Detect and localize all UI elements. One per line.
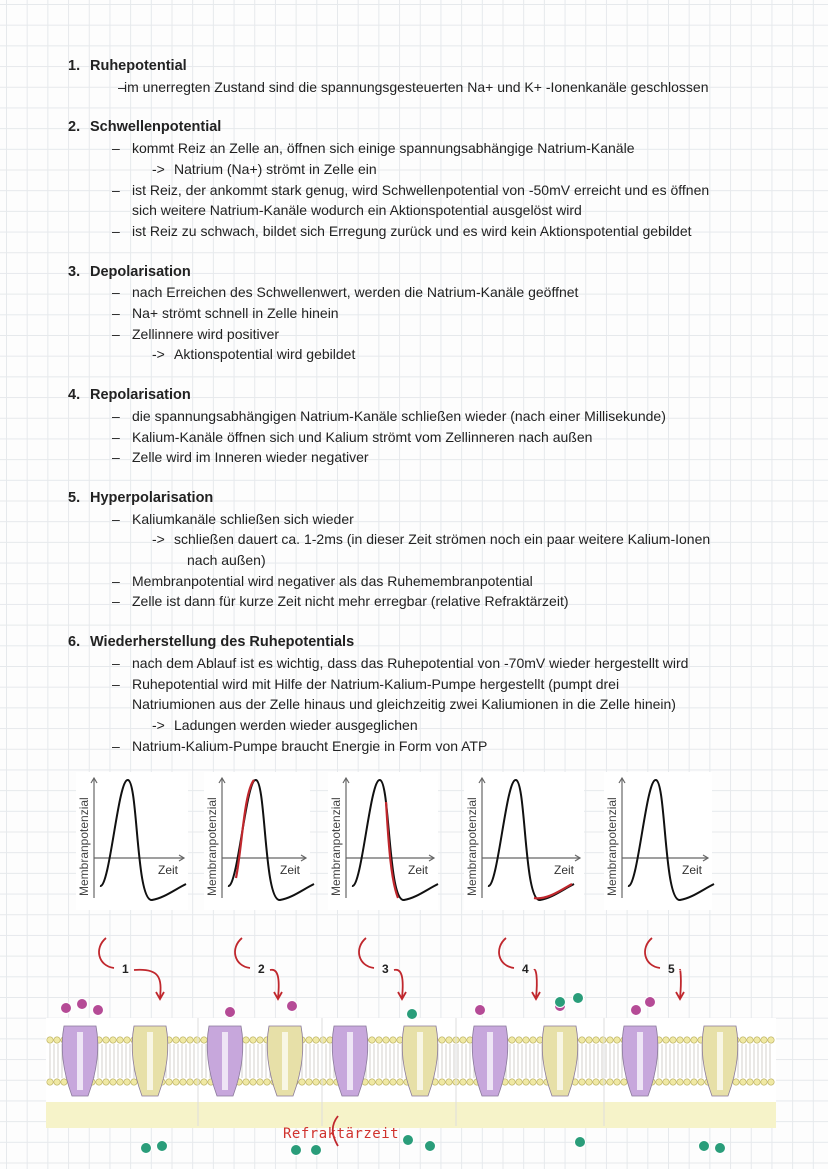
sub-item xyxy=(68,715,798,736)
bullet-item xyxy=(68,653,798,674)
potassium-ion-icon xyxy=(555,997,566,1008)
lipid-head-icon xyxy=(754,1037,760,1043)
sodium-ion-icon xyxy=(475,1005,486,1016)
lipid-head-icon xyxy=(621,1079,627,1085)
lipid-head-icon xyxy=(761,1079,767,1085)
lipid-head-icon xyxy=(313,1037,319,1043)
section-6 xyxy=(68,632,798,756)
item-text: im unerregten Zustand sind die spannungsgesteuerten Na+ und K+ -Ionenkanäle geschlossen xyxy=(124,78,709,95)
item-text: nach Erreichen des Schwellenwert, werden die Natrium-Kanäle geöffnet xyxy=(132,284,579,301)
lipid-head-icon xyxy=(201,1079,207,1085)
section-title: Wiederherstellung des Ruhepotentials xyxy=(90,634,355,651)
lipid-head-icon xyxy=(250,1037,256,1043)
bullet-item xyxy=(68,427,798,448)
lipid-head-icon xyxy=(124,1037,130,1043)
dash-marker: – xyxy=(118,78,126,95)
item-text: nach außen) xyxy=(187,552,266,569)
bullet-list xyxy=(68,138,798,242)
bullet-item xyxy=(68,447,798,468)
lipid-head-icon xyxy=(124,1079,130,1085)
arrow-marker: -> xyxy=(152,716,165,733)
lipid-head-icon xyxy=(320,1037,326,1043)
lipid-head-icon xyxy=(439,1079,445,1085)
lipid-head-icon xyxy=(516,1079,522,1085)
section-heading xyxy=(68,385,798,406)
lipid-head-icon xyxy=(187,1079,193,1085)
lipid-head-icon xyxy=(201,1037,207,1043)
lipid-head-icon xyxy=(537,1079,543,1085)
bullet-list xyxy=(68,653,798,757)
section-heading xyxy=(68,632,798,653)
channel-pore xyxy=(282,1032,288,1090)
dash-marker: – xyxy=(112,222,120,239)
section-2 xyxy=(68,117,798,241)
lipid-head-icon xyxy=(614,1079,620,1085)
lipid-head-icon xyxy=(467,1079,473,1085)
lipid-head-icon xyxy=(663,1037,669,1043)
lipid-head-icon xyxy=(446,1079,452,1085)
lipid-head-icon xyxy=(243,1079,249,1085)
sodium-ion-icon xyxy=(225,1007,236,1018)
lipid-head-icon xyxy=(460,1079,466,1085)
lipid-head-icon xyxy=(369,1079,375,1085)
lipid-head-icon xyxy=(131,1079,137,1085)
graph-panel xyxy=(204,772,310,910)
dash-marker: – xyxy=(112,675,120,692)
lipid-head-icon xyxy=(460,1037,466,1043)
section-5 xyxy=(68,488,798,612)
sub-item xyxy=(68,529,798,550)
lipid-head-icon xyxy=(306,1079,312,1085)
lipid-head-icon xyxy=(369,1037,375,1043)
diagram-svg xyxy=(0,760,828,1169)
channel-pore xyxy=(222,1032,228,1090)
bullet-item xyxy=(68,591,798,612)
lipid-head-icon xyxy=(390,1037,396,1043)
section-number: 1. xyxy=(68,58,81,74)
dash-marker: – xyxy=(112,284,120,301)
lipid-head-icon xyxy=(670,1079,676,1085)
item-text: Zelle wird im Inneren wieder negativer xyxy=(132,449,369,466)
section-title: Ruhepotential xyxy=(90,58,187,74)
item-text: Natrium (Na+) strömt in Zelle ein xyxy=(174,160,377,177)
section-heading xyxy=(68,262,798,283)
lipid-head-icon xyxy=(586,1037,592,1043)
y-axis-label: Membranpotenzial xyxy=(205,797,219,896)
lipid-head-icon xyxy=(593,1079,599,1085)
dash-marker: – xyxy=(112,510,120,527)
arrow-marker: -> xyxy=(152,531,165,548)
section-number: 2. xyxy=(68,119,81,136)
lipid-head-icon xyxy=(180,1037,186,1043)
item-text: Ladungen werden wieder ausgeglichen xyxy=(174,716,418,733)
step-number: 1 xyxy=(122,962,129,976)
sodium-ion-icon xyxy=(93,1005,104,1016)
lipid-head-icon xyxy=(61,1079,67,1085)
channel-pore xyxy=(637,1032,643,1090)
potassium-ion-icon xyxy=(715,1143,726,1154)
lipid-head-icon xyxy=(656,1079,662,1085)
bullet-item-continued xyxy=(68,694,798,715)
lipid-head-icon xyxy=(54,1037,60,1043)
cytoplasm-layer xyxy=(46,1102,776,1128)
item-text: Kaliumkanäle schließen sich wieder xyxy=(132,510,354,527)
potassium-ion-icon xyxy=(575,1137,586,1148)
section-title: Repolarisation xyxy=(90,387,191,404)
action-potential-diagram xyxy=(0,760,828,1169)
lipid-head-icon xyxy=(313,1079,319,1085)
step-curve xyxy=(359,938,374,968)
item-text: ist Reiz zu schwach, bildet sich Erregung zurück und es wird kein Aktionspotential gebildet xyxy=(132,222,692,239)
bullet-list xyxy=(68,282,798,365)
bullet-list xyxy=(68,77,798,98)
section-3 xyxy=(68,262,798,366)
lipid-head-icon xyxy=(523,1079,529,1085)
x-axis-label: Zeit xyxy=(158,863,179,877)
lipid-head-icon xyxy=(698,1079,704,1085)
lipid-head-icon xyxy=(264,1079,270,1085)
bullet-item xyxy=(68,674,798,695)
bullet-item xyxy=(68,406,798,427)
lipid-head-icon xyxy=(103,1079,109,1085)
step-number: 3 xyxy=(382,962,389,976)
lipid-head-icon xyxy=(257,1037,263,1043)
item-text: Natriumionen aus der Zelle hinaus und gleichzeitig zwei Kaliumionen in die Zelle hinein) xyxy=(132,696,676,713)
lipid-head-icon xyxy=(684,1037,690,1043)
lipid-head-icon xyxy=(383,1079,389,1085)
sub-item xyxy=(68,159,798,180)
item-text: Ruhepotential wird mit Hilfe der Natrium-Kalium-Pumpe hergestellt (pumpt drei xyxy=(132,675,620,692)
lipid-head-icon xyxy=(376,1079,382,1085)
item-text: Aktionspotential wird gebildet xyxy=(174,346,356,363)
bullet-list xyxy=(68,406,798,468)
lipid-head-icon xyxy=(47,1037,53,1043)
lipid-head-icon xyxy=(194,1079,200,1085)
dash-marker: – xyxy=(112,593,120,610)
notes-body xyxy=(68,56,798,756)
lipid-head-icon xyxy=(607,1037,613,1043)
item-text: kommt Reiz an Zelle an, öffnen sich einige spannungsabhängige Natrium-Kanäle xyxy=(132,140,635,157)
refraktaerzeit-annotation: Refraktärzeit xyxy=(283,1126,400,1142)
sodium-ion-icon xyxy=(61,1003,72,1014)
x-axis-label: Zeit xyxy=(408,863,429,877)
lipid-head-icon xyxy=(768,1037,774,1043)
channel-pore xyxy=(147,1032,153,1090)
lipid-head-icon xyxy=(523,1037,529,1043)
channel-pore xyxy=(487,1032,493,1090)
item-text: ist Reiz, der ankommt stark genug, wird Schwellenpotential von -50mV erreicht und es öffnen xyxy=(132,181,710,198)
lipid-head-icon xyxy=(740,1079,746,1085)
lipid-head-icon xyxy=(614,1037,620,1043)
step-curve xyxy=(645,938,660,968)
lipid-head-icon xyxy=(103,1037,109,1043)
step-curve xyxy=(235,938,250,968)
step-arrow xyxy=(680,970,681,998)
lipid-head-icon xyxy=(600,1079,606,1085)
step-number: 2 xyxy=(258,962,265,976)
lipid-head-icon xyxy=(733,1079,739,1085)
step-arrow xyxy=(534,970,537,998)
lipid-head-icon xyxy=(257,1079,263,1085)
section-title: Schwellenpotential xyxy=(90,119,222,136)
x-axis-label: Zeit xyxy=(280,863,301,877)
potassium-ion-icon xyxy=(141,1143,152,1154)
lipid-head-icon xyxy=(110,1079,116,1085)
item-text: nach dem Ablauf ist es wichtig, dass das Ruhepotential von -70mV wieder hergestellt wird xyxy=(132,654,689,671)
section-heading xyxy=(68,488,798,509)
y-axis-label: Membranpotenzial xyxy=(465,797,479,896)
item-text: Zellinnere wird positiver xyxy=(132,325,280,342)
channel-pore xyxy=(557,1032,563,1090)
lipid-head-icon xyxy=(383,1037,389,1043)
lipid-head-icon xyxy=(390,1079,396,1085)
item-text: schließen dauert ca. 1-2ms (in dieser Zeit strömen noch ein paar weitere Kalium-Ionen xyxy=(174,531,711,548)
channel-pore xyxy=(77,1032,83,1090)
section-heading xyxy=(68,56,798,77)
lipid-head-icon xyxy=(439,1037,445,1043)
lipid-head-icon xyxy=(768,1079,774,1085)
arrow-marker: -> xyxy=(152,160,165,177)
lipid-head-icon xyxy=(54,1079,60,1085)
lipid-head-icon xyxy=(306,1037,312,1043)
bullet-item xyxy=(68,282,798,303)
lipid-head-icon xyxy=(747,1079,753,1085)
dash-marker: – xyxy=(112,140,120,157)
lipid-head-icon xyxy=(173,1037,179,1043)
y-axis-label: Membranpotenzial xyxy=(605,797,619,896)
dash-marker: – xyxy=(112,572,120,589)
lipid-head-icon xyxy=(607,1079,613,1085)
bullet-item xyxy=(68,571,798,592)
section-title: Hyperpolarisation xyxy=(90,489,214,506)
bullet-item xyxy=(68,736,798,757)
section-number: 6. xyxy=(68,634,81,651)
lipid-head-icon xyxy=(187,1037,193,1043)
lipid-head-icon xyxy=(110,1037,116,1043)
dash-marker: – xyxy=(112,737,120,754)
sub-item xyxy=(68,344,798,365)
lipid-head-icon xyxy=(117,1079,123,1085)
item-text: Na+ strömt schnell in Zelle hinein xyxy=(132,305,339,322)
lipid-head-icon xyxy=(600,1037,606,1043)
potassium-ion-icon xyxy=(157,1141,168,1152)
y-axis-label: Membranpotenzial xyxy=(329,797,343,896)
arrow-marker: -> xyxy=(152,346,165,363)
bullet-item xyxy=(68,324,798,345)
bullet-item xyxy=(68,509,798,530)
section-number: 5. xyxy=(68,489,81,506)
step-number: 5 xyxy=(668,962,675,976)
x-axis-label: Zeit xyxy=(682,863,703,877)
lipid-head-icon xyxy=(509,1037,515,1043)
lipid-head-icon xyxy=(509,1079,515,1085)
item-text: Zelle ist dann für kurze Zeit nicht mehr erregbar (relative Refraktärzeit) xyxy=(132,593,569,610)
lipid-head-icon xyxy=(446,1037,452,1043)
step-number: 4 xyxy=(522,962,529,976)
graph-panel xyxy=(328,772,438,910)
channel-pore xyxy=(717,1032,723,1090)
lipid-head-icon xyxy=(376,1037,382,1043)
bullet-item xyxy=(68,180,798,201)
lipid-head-icon xyxy=(166,1079,172,1085)
potassium-ion-icon xyxy=(311,1145,322,1156)
section-title: Depolarisation xyxy=(90,263,191,280)
lipid-head-icon xyxy=(663,1079,669,1085)
sodium-ion-icon xyxy=(631,1005,642,1016)
lipid-head-icon xyxy=(320,1079,326,1085)
lipid-head-icon xyxy=(250,1079,256,1085)
item-text: Kalium-Kanäle öffnen sich und Kalium strömt vom Zellinneren nach außen xyxy=(132,428,593,445)
lipid-head-icon xyxy=(677,1037,683,1043)
dash-marker: – xyxy=(112,654,120,671)
step-curve xyxy=(499,938,514,968)
dash-marker: – xyxy=(112,325,120,342)
lipid-head-icon xyxy=(579,1079,585,1085)
sodium-ion-icon xyxy=(77,999,88,1010)
bullet-item-continued xyxy=(68,200,798,221)
y-axis-label: Membranpotenzial xyxy=(77,797,91,896)
lipid-head-icon xyxy=(684,1079,690,1085)
bullet-item xyxy=(68,221,798,242)
bullet-item xyxy=(68,303,798,324)
bullet-list xyxy=(68,509,798,613)
lipid-head-icon xyxy=(593,1037,599,1043)
potassium-ion-icon xyxy=(425,1141,436,1152)
item-text: Membranpotential wird negativer als das Ruhemembranpotential xyxy=(132,572,533,589)
item-text: die spannungsabhängigen Natrium-Kanäle schließen wieder (nach einer Millisekunde) xyxy=(132,407,666,424)
x-axis-label: Zeit xyxy=(554,863,575,877)
section-4 xyxy=(68,385,798,468)
item-text: sich weitere Natrium-Kanäle wodurch ein Aktionspotential ausgelöst wird xyxy=(132,202,582,219)
potassium-ion-icon xyxy=(573,993,584,1004)
lipid-head-icon xyxy=(397,1079,403,1085)
lipid-head-icon xyxy=(530,1037,536,1043)
lipid-head-icon xyxy=(754,1079,760,1085)
lipid-head-icon xyxy=(579,1037,585,1043)
section-number: 3. xyxy=(68,263,81,280)
lipid-head-icon xyxy=(299,1079,305,1085)
lipid-head-icon xyxy=(96,1079,102,1085)
lipid-head-icon xyxy=(691,1037,697,1043)
lipid-head-icon xyxy=(173,1079,179,1085)
lipid-head-icon xyxy=(747,1037,753,1043)
potassium-ion-icon xyxy=(291,1145,302,1156)
lipid-head-icon xyxy=(740,1037,746,1043)
potassium-ion-icon xyxy=(403,1135,414,1146)
channel-pore xyxy=(347,1032,353,1090)
item-text: Natrium-Kalium-Pumpe braucht Energie in Form von ATP xyxy=(132,737,488,754)
dash-marker: – xyxy=(112,428,120,445)
sodium-ion-icon xyxy=(645,997,656,1008)
lipid-head-icon xyxy=(677,1079,683,1085)
section-heading xyxy=(68,117,798,138)
step-curve xyxy=(99,938,114,968)
bullet-item xyxy=(68,138,798,159)
dash-marker: – xyxy=(112,449,120,466)
lipid-head-icon xyxy=(243,1037,249,1043)
bullet-item xyxy=(68,77,798,98)
lipid-head-icon xyxy=(691,1079,697,1085)
section-1 xyxy=(68,56,798,97)
lipid-head-icon xyxy=(327,1079,333,1085)
sodium-ion-icon xyxy=(287,1001,298,1012)
lipid-head-icon xyxy=(47,1079,53,1085)
lipid-head-icon xyxy=(180,1079,186,1085)
dash-marker: – xyxy=(112,181,120,198)
sub-item-continued xyxy=(68,550,798,571)
lipid-head-icon xyxy=(670,1037,676,1043)
lipid-head-icon xyxy=(516,1037,522,1043)
lipid-head-icon xyxy=(117,1037,123,1043)
dash-marker: – xyxy=(112,407,120,424)
section-number: 4. xyxy=(68,387,81,404)
lipid-head-icon xyxy=(761,1037,767,1043)
graph-panel xyxy=(604,772,712,910)
channel-pore xyxy=(417,1032,423,1090)
lipid-head-icon xyxy=(194,1037,200,1043)
lipid-head-icon xyxy=(530,1079,536,1085)
dash-marker: – xyxy=(112,305,120,322)
potassium-ion-icon xyxy=(699,1141,710,1152)
lipid-head-icon xyxy=(586,1079,592,1085)
potassium-ion-icon xyxy=(407,1009,418,1020)
